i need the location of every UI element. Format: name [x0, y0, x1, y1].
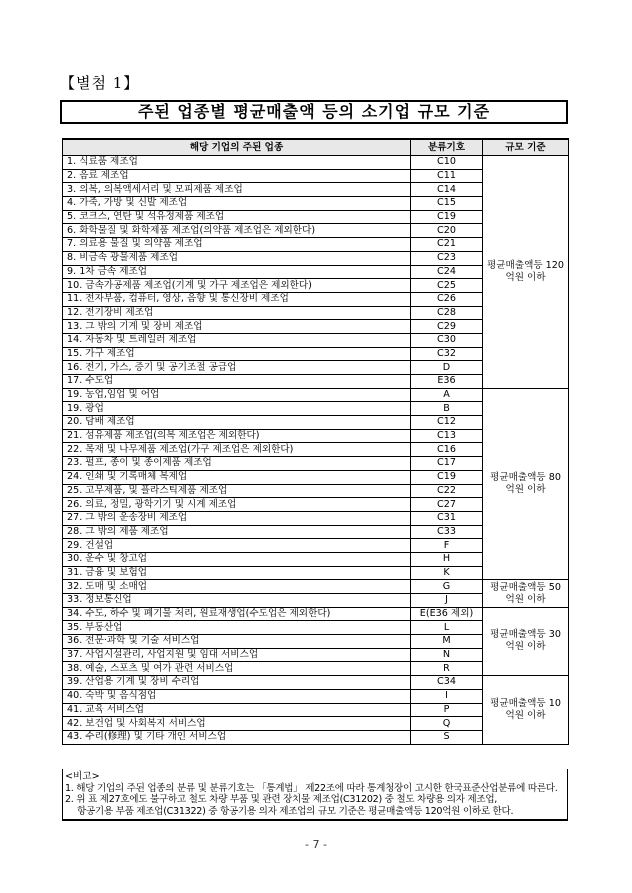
industry-cell: 7. 의료용 물질 및 의약품 제조업	[63, 238, 411, 252]
code-cell: G	[411, 580, 483, 594]
industry-cell: 8. 비금속 광물제품 제조업	[63, 251, 411, 265]
code-cell: C23	[411, 251, 483, 265]
industry-cell: 38. 예술, 스포츠 및 여가 관련 서비스업	[63, 662, 411, 676]
code-cell: C30	[411, 333, 483, 347]
code-cell: C19	[411, 210, 483, 224]
code-cell: C15	[411, 197, 483, 211]
code-cell: B	[411, 402, 483, 416]
industry-scale-table	[62, 138, 569, 745]
industry-cell: 25. 고무제품, 및 플라스틱제품 제조업	[63, 484, 411, 498]
industry-cell: 27. 그 밖의 운송장비 제조업	[63, 511, 411, 525]
code-cell: C33	[411, 525, 483, 539]
industry-cell: 15. 가구 제조업	[63, 347, 411, 361]
industry-cell: 32. 도매 및 소매업	[63, 580, 411, 594]
scale-cell: 평균매출액등 30억원 이하	[483, 607, 569, 675]
scale-cell: 평균매출액등 10억원 이하	[483, 676, 569, 744]
industry-cell: 41. 교육 서비스업	[63, 703, 411, 717]
code-cell: C10	[411, 156, 483, 170]
code-cell: C24	[411, 265, 483, 279]
industry-cell: 23. 펄프, 종이 및 종이제품 제조업	[63, 457, 411, 471]
code-cell: J	[411, 594, 483, 608]
code-cell: C16	[411, 443, 483, 457]
code-cell: E(E36 제외)	[411, 607, 483, 621]
industry-cell: 19. 광업	[63, 402, 411, 416]
industry-cell: 11. 전자부품, 컴퓨터, 영상, 음향 및 통신장비 제조업	[63, 292, 411, 306]
header-code: 분류기호	[411, 139, 483, 156]
table-row	[63, 676, 569, 690]
code-cell: C11	[411, 169, 483, 183]
note-item-2-continued: 항공기용 부품 제조업(C31322) 중 항공기용 의자 제조업의 규모 기준은 평균매출액등 120억원 이하로 한다.	[77, 805, 514, 817]
code-cell: C12	[411, 416, 483, 430]
industry-cell: 28. 그 밖의 제품 제조업	[63, 525, 411, 539]
code-cell: C21	[411, 238, 483, 252]
code-cell: C17	[411, 457, 483, 471]
industry-cell: 9. 1차 금속 제조업	[63, 265, 411, 279]
industry-cell: 31. 금융 및 보험업	[63, 566, 411, 580]
industry-cell: 19. 농업,임업 및 어업	[63, 388, 411, 402]
code-cell: C26	[411, 292, 483, 306]
industry-cell: 29. 건설업	[63, 539, 411, 553]
code-cell: D	[411, 361, 483, 375]
table-row	[63, 388, 569, 402]
code-cell: C20	[411, 224, 483, 238]
industry-cell: 26. 의료, 정밀, 광학기기 및 시계 제조업	[63, 498, 411, 512]
code-cell: M	[411, 635, 483, 649]
code-cell: A	[411, 388, 483, 402]
code-cell: Q	[411, 717, 483, 731]
industry-cell: 1. 식료품 제조업	[63, 156, 411, 170]
industry-cell: 10. 금속가공제품 제조업(기계 및 가구 제조업은 제외한다)	[63, 279, 411, 293]
table-row	[63, 156, 569, 170]
code-cell: E36	[411, 375, 483, 389]
industry-cell: 14. 자동차 및 트레일러 제조업	[63, 333, 411, 347]
table-body	[63, 156, 569, 745]
industry-cell: 6. 화학물질 및 화학제품 제조업(의약품 제조업은 제외한다)	[63, 224, 411, 238]
industry-cell: 39. 산업용 기계 및 장비 수리업	[63, 676, 411, 690]
code-cell: C19	[411, 470, 483, 484]
code-cell: I	[411, 689, 483, 703]
code-cell: P	[411, 703, 483, 717]
industry-cell: 33. 정보통신업	[63, 594, 411, 608]
scale-cell: 평균매출액등 120억원 이하	[483, 156, 569, 389]
page-title: 주된 업종별 평균매출액 등의 소기업 규모 기준	[137, 102, 491, 121]
note-item-2: 2. 위 표 제27호에도 불구하고 철도 차량 부품 및 관련 장치물 제조업(C31202) 중 철도 차량용 의자 제조업,	[65, 794, 498, 805]
table-row	[63, 607, 569, 621]
table-header-row	[63, 139, 569, 156]
code-cell: S	[411, 730, 483, 744]
notes-heading: <비고>	[65, 771, 100, 782]
industry-cell: 36. 전문·과학 및 기술 서비스업	[63, 635, 411, 649]
scale-cell: 평균매출액등 50억원 이하	[483, 580, 569, 607]
code-cell: K	[411, 566, 483, 580]
industry-cell: 17. 수도업	[63, 375, 411, 389]
scale-cell: 평균매출액등 80억원 이하	[483, 388, 569, 580]
industry-cell: 22. 목재 및 나무제품 제조업(가구 제조업은 제외한다)	[63, 443, 411, 457]
industry-cell: 4. 가죽, 가방 및 신발 제조업	[63, 197, 411, 211]
industry-cell: 40. 숙박 및 음식점업	[63, 689, 411, 703]
industry-cell: 30. 운수 및 창고업	[63, 552, 411, 566]
note-item-1: 1. 해당 기업의 주된 업종의 분류 및 분류기호는 「통계법」 제22조에 따라 통계청장이 고시한 한국표준산업분류에 따른다.	[65, 782, 558, 794]
attachment-label: 【별첨 1】	[60, 74, 140, 92]
code-cell: F	[411, 539, 483, 553]
industry-cell: 5. 코크스, 연탄 및 석유정제품 제조업	[63, 210, 411, 224]
header-scale: 규모 기준	[483, 139, 569, 156]
page-number: - 7 -	[305, 838, 327, 851]
code-cell: C14	[411, 183, 483, 197]
title-box	[60, 100, 568, 124]
code-cell: C27	[411, 498, 483, 512]
industry-cell: 42. 보건업 및 사회복지 서비스업	[63, 717, 411, 731]
table-row	[63, 580, 569, 594]
code-cell: L	[411, 621, 483, 635]
notes-box	[62, 769, 568, 821]
code-cell: H	[411, 552, 483, 566]
industry-cell: 16. 전기, 가스, 증기 및 공기조절 공급업	[63, 361, 411, 375]
code-cell: C32	[411, 347, 483, 361]
code-cell: C34	[411, 676, 483, 690]
industry-cell: 3. 의복, 의복액세서리 및 모피제품 제조업	[63, 183, 411, 197]
industry-cell: 34. 수도, 하수 및 폐기물 처리, 원료재생업(수도업은 제외한다)	[63, 607, 411, 621]
code-cell: C22	[411, 484, 483, 498]
industry-cell: 37. 사업시설관리, 사업지원 및 임대 서비스업	[63, 648, 411, 662]
industry-cell: 35. 부동산업	[63, 621, 411, 635]
code-cell: C29	[411, 320, 483, 334]
industry-cell: 43. 수리(修理) 및 기타 개인 서비스업	[63, 730, 411, 744]
code-cell: C13	[411, 429, 483, 443]
industry-cell: 13. 그 밖의 기계 및 장비 제조업	[63, 320, 411, 334]
industry-cell: 24. 인쇄 및 기록매체 복제업	[63, 470, 411, 484]
industry-cell: 2. 음료 제조업	[63, 169, 411, 183]
industry-cell: 21. 섬유제품 제조업(의복 제조업은 제외한다)	[63, 429, 411, 443]
industry-cell: 12. 전기장비 제조업	[63, 306, 411, 320]
code-cell: C28	[411, 306, 483, 320]
industry-cell: 20. 담배 제조업	[63, 416, 411, 430]
code-cell: C25	[411, 279, 483, 293]
code-cell: R	[411, 662, 483, 676]
header-industry: 해당 기업의 주된 업종	[63, 139, 411, 156]
code-cell: N	[411, 648, 483, 662]
code-cell: C31	[411, 511, 483, 525]
